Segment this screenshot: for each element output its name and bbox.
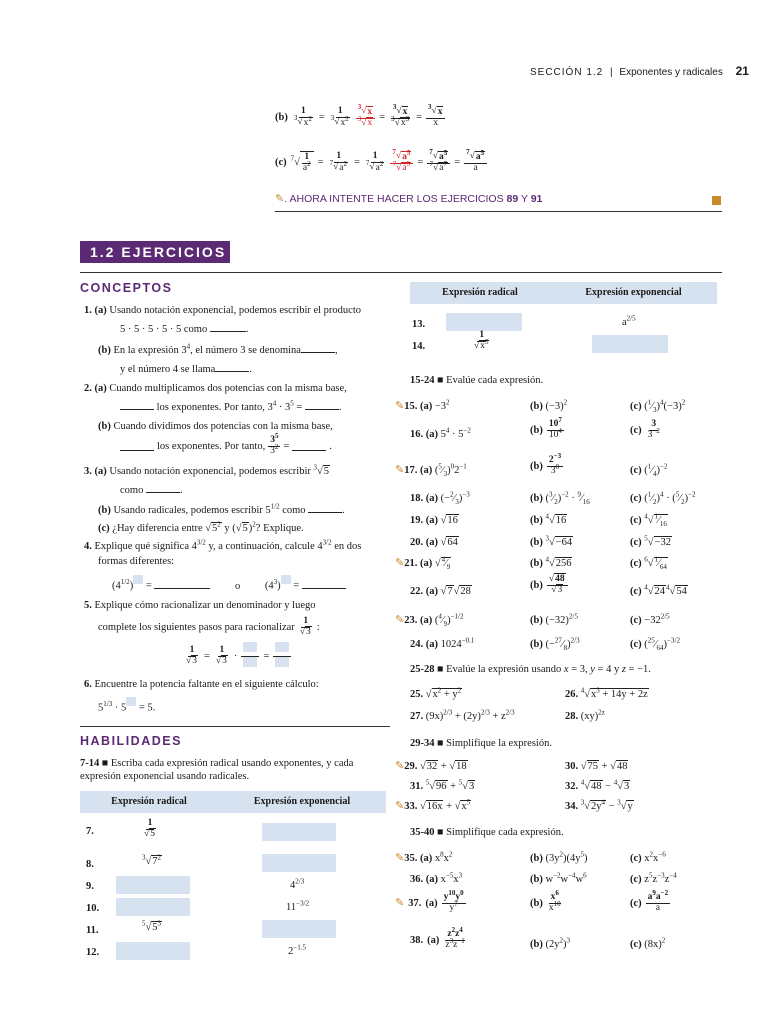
exercise-table: 13. $a^{2/5}$ 14. $\frac{1}{√x^5}$: [410, 304, 717, 366]
divider: [275, 211, 722, 212]
answer-box[interactable]: [262, 823, 336, 841]
answer-box[interactable]: [262, 854, 336, 872]
section-title: 1.2 EJERCICIOS: [80, 241, 230, 263]
table-header: Expresión radical Expresión exponencial: [410, 282, 717, 304]
header-section: SECCIÓN 1.2: [530, 67, 604, 78]
exercise-table: 7. $\frac{1}{√5}$ 8. $^3√7^2$ 9. $4^{2/3}$ 10. $11^{-3/2}$ 11. $^5√5^3$ 12. $2^{-1.5}$: [80, 813, 386, 963]
example-b: (b) $\frac{1}{^3√x^2}$ = $\frac{1}{^3√x^2}$ $\frac{^3√x}{^3√x}$ = $\frac{^3√x}{^3√x^3}$ = $\frac{^3√x}{x}$: [275, 100, 445, 136]
try-exercises: ✎. AHORA INTENTE HACER LOS EJERCICIOS 89 Y 91: [275, 193, 543, 205]
divider: [80, 272, 722, 273]
eval-heading: 29-34 ■ Simplifique la expresión.: [410, 738, 552, 749]
example-c: (c) $^7$√ $\frac{1}{a^2}$ = $\frac{1}{^7√a^2}$ = $\frac{1}{^7√a^2}$ $\frac{^7√a^5}{^7√a^5}$ = $\frac{^7√a^5}{^7√a^7}$ = $\frac{^7√a^5}{a}$: [275, 144, 487, 182]
table-header: Expresión radical Expresión exponencial: [80, 791, 386, 813]
answer-box[interactable]: [446, 313, 522, 331]
header-title: Exponentes y radicales: [619, 67, 723, 78]
pencil-icon: ✎: [395, 800, 405, 812]
answer-box[interactable]: [116, 876, 190, 894]
eval-heading: 35-40 ■ Simplifique cada expresión.: [410, 827, 564, 838]
pencil-icon: ✎: [395, 852, 405, 864]
eval-heading: 25-28 ■ Evalúe la expresión usando x = 3, y = 4 y z = −1.: [410, 664, 651, 675]
eval-heading: 15-24 ■ Evalúe cada expresión.: [410, 375, 544, 386]
answer-box[interactable]: [262, 920, 336, 938]
running-header: SECCIÓN 1.2 | Exponentes y radicales 21: [530, 64, 749, 78]
pencil-icon: ✎: [395, 464, 405, 476]
concepts-heading: CONCEPTOS: [80, 281, 173, 295]
skills-instructions: 7-14 ■ Escriba cada expresión radical usando exponentes, y cada expresión exponencial usando radicales.: [80, 758, 354, 783]
answer-box[interactable]: [116, 942, 190, 960]
pencil-icon: ✎: [395, 557, 405, 569]
pencil-icon: ✎: [395, 614, 405, 626]
pencil-icon: ✎: [275, 193, 285, 205]
answer-box[interactable]: [592, 335, 668, 353]
pencil-icon: ✎: [395, 760, 405, 772]
skills-heading: HABILIDADES: [80, 734, 182, 748]
pencil-icon: ✎: [395, 896, 405, 909]
end-square: [712, 196, 721, 205]
page-number: 21: [735, 64, 749, 78]
pencil-icon: ✎: [395, 400, 405, 412]
answer-box[interactable]: [116, 898, 190, 916]
divider: [80, 726, 390, 727]
